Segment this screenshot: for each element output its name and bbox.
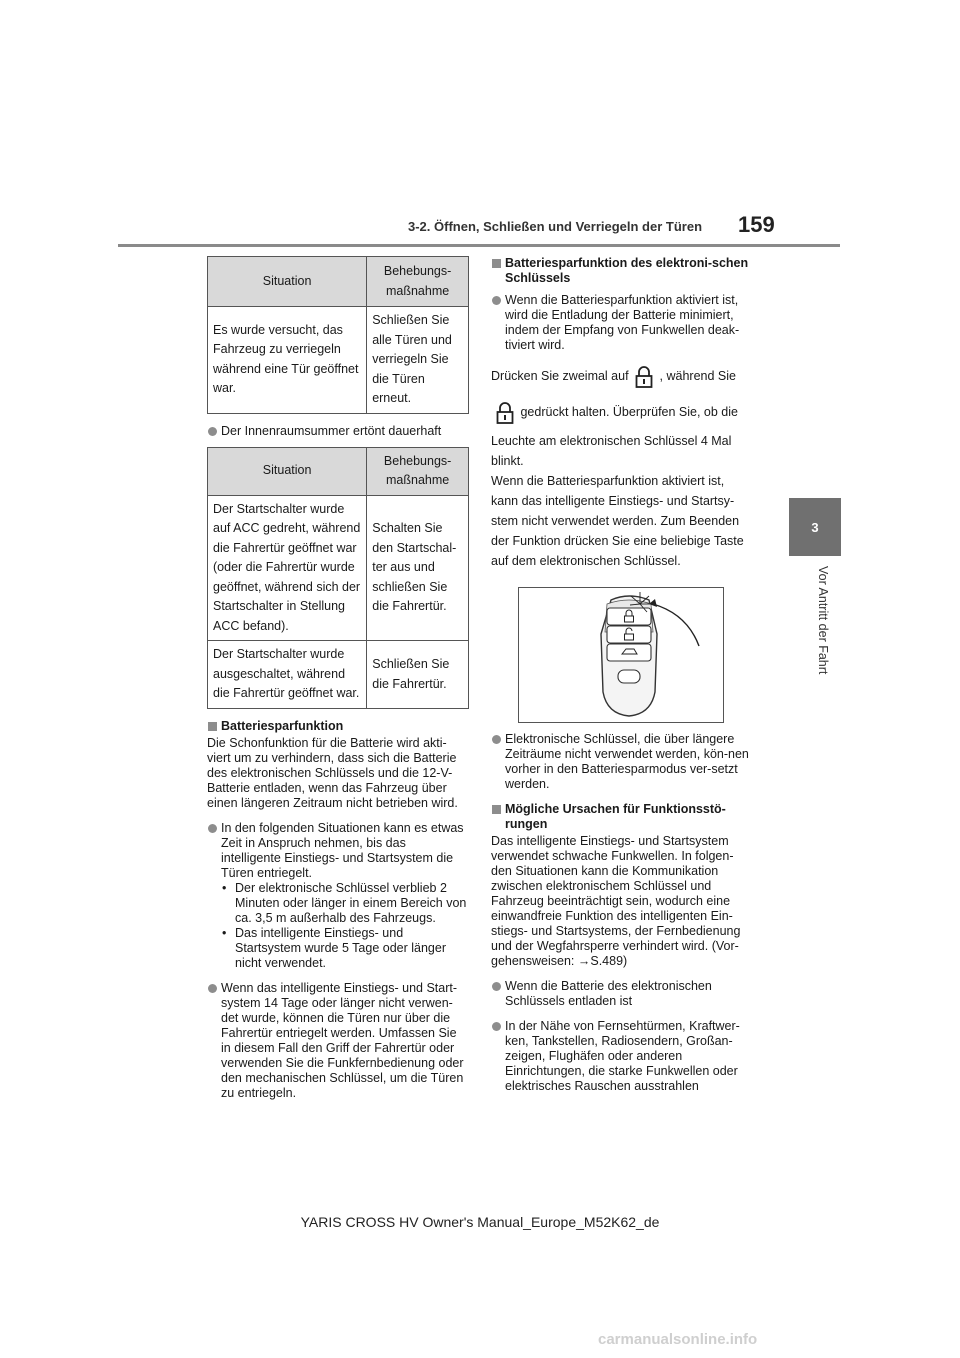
table-cell: Schließen Sie alle Türen und verriegeln Sie die Türen erneut. [367, 307, 469, 414]
heading-text: Mögliche Ursachen für Funktionsstö-rungen [505, 802, 726, 831]
key-fob-illustration [519, 588, 723, 722]
hold-instruction [491, 399, 749, 427]
bullet-dot-icon [492, 735, 501, 744]
bullet-dot-icon [492, 296, 501, 305]
heading-square-icon [492, 259, 501, 268]
key-battery-bullet [491, 293, 749, 353]
table-row [208, 307, 469, 414]
press-text: Drücken Sie zweimal auf [491, 369, 629, 383]
press-instruction [491, 363, 749, 391]
long-unused-key-bullet [491, 732, 749, 792]
bullet-dot-icon [208, 824, 217, 833]
header-remedy: Behebungs- maßnahme [367, 447, 469, 495]
page-number: 159 [738, 212, 775, 237]
sub-item [221, 881, 469, 926]
cause-bullet [491, 1019, 749, 1094]
hold-text: gedrückt halten. Überprüfen Sie, ob die [520, 405, 738, 419]
heading-text: Batteriesparfunktion des elektroni-schen Schlüssels [505, 256, 749, 285]
footer-manual-id: YARIS CROSS HV Owner's Manual_Europe_M52K62_de [300, 1214, 660, 1230]
section-title: 3-2. Öffnen, Schließen und Verriegeln der Türen [408, 219, 703, 234]
table-cell: Der Startschalter wurde auf ACC gedreht, während die Fahrertür geöffnet war (oder die Fahrertür wurde geöffnet, während sich der Startschalter in Stellung ACC befand). [208, 495, 367, 641]
right-column [491, 256, 749, 1094]
bullet-dot-icon [208, 427, 217, 436]
malfunction-text: Das intelligente Einstiegs- und Startsystem verwendet schwache Funkwellen. In folgen-den Situationen kann die Kommunikation zwischen elektronischem Schlüssel und Fahrzeug beeinträchtigt sein, wodurch eine einwandfreie Funktion des intelligenten Ein-stiegs- und Startsystems, der Fernbedienung und der Wegfahrsperre verhindert wird. (Vor-gehensweisen: →S.489) [491, 834, 741, 968]
table-header-row [208, 257, 469, 307]
table-cell: Es wurde versucht, das Fahrzeug zu verriegeln während eine Tür geöffnet war. [208, 307, 367, 414]
table-cell: Der Startschalter wurde ausgeschaltet, während die Fahrertür geöffnet war. [208, 641, 367, 709]
header-rule [118, 244, 840, 247]
unlock-delay-bullet [207, 821, 469, 971]
sub-bullet-icon: • [222, 926, 227, 940]
cause-bullet [491, 979, 749, 1009]
table-cell: Schließen Sie die Fahrertür. [367, 641, 469, 709]
watermark[interactable]: carmanualsonline.info [598, 1331, 758, 1348]
active-text: Wenn die Batteriesparfunktion aktiviert ist, kann das intelligente Einstiegs- und Startsy-stem nicht verwendet werden. Zum Beenden der Funktion drücken Sie eine beliebige Taste auf dem elektronischen Schlüssel. [491, 474, 744, 568]
lock-icon [634, 366, 654, 388]
table-header-row [208, 447, 469, 495]
header-situation: Situation [208, 257, 367, 307]
long-unused-bullet [207, 981, 469, 1101]
press-text-2: , während Sie [659, 369, 736, 383]
sub-item-text: Der elektronische Schlüssel verblieb 2 Minuten oder länger in einem Bereich von ca. 3,5 m außerhalb des Fahrzeugs. [235, 881, 467, 925]
malfunction-heading [491, 802, 749, 832]
lock-icon [495, 402, 515, 424]
bullet-text: In der Nähe von Fernsehtürmen, Kraftwer-ken, Tankstellen, Radiosendern, Großan-zeigen, Flughäfen oder anderen Einrichtungen, die starke Funkwellen oder elektrisches Rauschen ausstrahlen [505, 1019, 740, 1093]
situation-table-1 [207, 256, 469, 414]
header-situation: Situation [208, 447, 367, 495]
situation-table-2 [207, 447, 469, 710]
bullet-dot-icon [492, 982, 501, 991]
heading-square-icon [208, 722, 217, 731]
key-fob-figure [518, 587, 724, 723]
sub-item [221, 926, 469, 971]
table-row [208, 641, 469, 709]
sub-item-text: Das intelligente Einstiegs- und Startsystem wurde 5 Tage oder länger nicht verwendet. [235, 926, 446, 970]
left-column [207, 256, 469, 1101]
bullet-text: In den folgenden Situationen kann es etwas Zeit in Anspruch nehmen, bis das intelligente Einstiegs- und Startsystem die Türen entriegelt. [221, 821, 464, 880]
header-remedy: Behebungs- maßnahme [367, 257, 469, 307]
chapter-label: Vor Antritt der Fahrt [816, 566, 830, 675]
bullet-dot-icon [208, 984, 217, 993]
bullet-text: Wenn die Batterie des elektronischen Schlüssels entladen ist [505, 979, 712, 1008]
sub-bullet-icon: • [222, 881, 227, 895]
table-row [208, 495, 469, 641]
heading-square-icon [492, 805, 501, 814]
battery-text: Die Schonfunktion für die Batterie wird akti-viert um zu verhindern, dass sich die Batterie des elektronischen Schlüssels und die 12-V-Batterie entladen, wenn das Fahrzeug über einen längeren Zeitraum nicht betrieben wird. [207, 736, 458, 810]
blink-text: Leuchte am elektronischen Schlüssel 4 Mal blinkt. [491, 434, 732, 468]
bullet-text: Wenn das intelligente Einstiegs- und Start-system 14 Tage oder länger nicht verwen-det wurde, können die Türen nur über die Fahrertür entriegelt werden. Umfassen Sie in diesem Fall den Griff der Fahrertür oder verwenden Sie die Funkfernbedienung oder den mechanischen Schlüssel, um die Türen zu entriegeln. [221, 981, 464, 1100]
key-battery-heading [491, 256, 749, 286]
bullet-text: Elektronische Schlüssel, die über längere Zeiträume nicht verwendet werden, kön-nen vorher in den Batteriesparmodus ver-setzt werden. [505, 732, 749, 791]
battery-heading [207, 719, 469, 734]
chapter-tab[interactable]: 3 [789, 498, 841, 556]
table-cell: Schalten Sie den Startschal-ter aus und schließen Sie die Fahrertür. [367, 495, 469, 641]
bullet-text: Der Innenraumsummer ertönt dauerhaft [221, 423, 442, 438]
bullet-text: Wenn die Batteriesparfunktion aktiviert ist, wird die Entladung der Batterie minimiert, indem der Empfang von Funkwellen deak-tiviert wird. [505, 293, 740, 352]
buzzer-bullet [207, 424, 469, 439]
key-fob-figure-wrap [491, 587, 749, 723]
bullet-dot-icon [492, 1022, 501, 1031]
heading-text: Batteriesparfunktion [221, 719, 344, 733]
